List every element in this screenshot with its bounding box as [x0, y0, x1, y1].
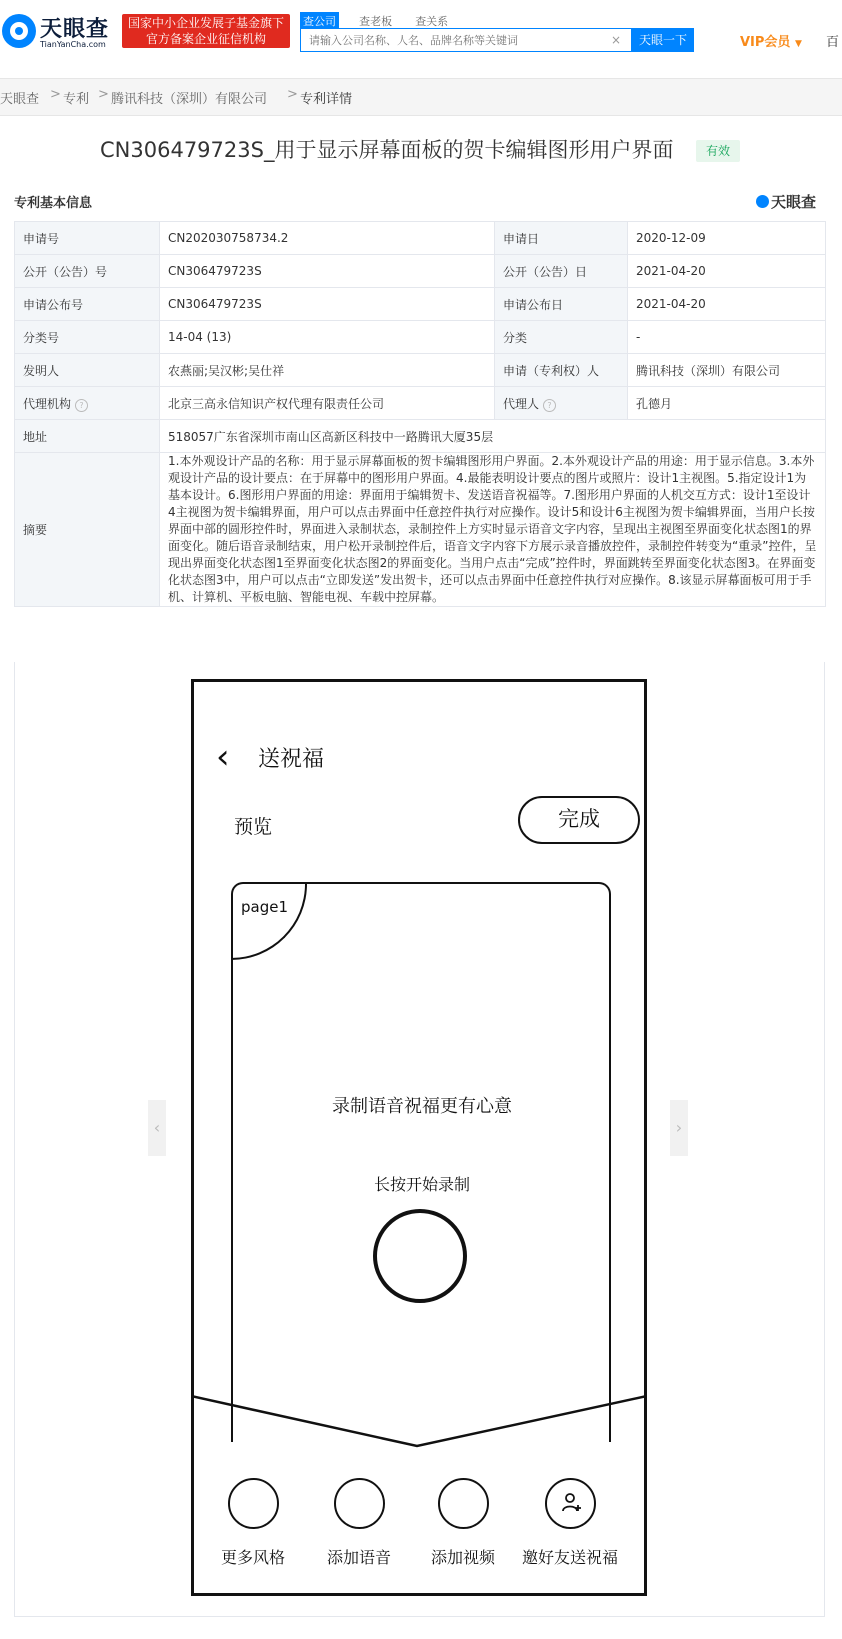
inventors: 农燕丽;吴汉彬;吴仕祥 — [160, 354, 495, 387]
page-title: CN306479723S_用于显示屏幕面板的贺卡编辑图形用户界面 — [100, 138, 674, 162]
tool-label: 更多风格 — [220, 1548, 285, 1567]
top-bar — [0, 0, 842, 80]
page-tag — [231, 882, 307, 960]
breadcrumb — [0, 78, 842, 116]
section-title: 专利基本信息 — [14, 196, 93, 211]
next-image-button[interactable]: › — [670, 1100, 688, 1156]
record-hint: 长按开始录制 — [373, 1175, 470, 1194]
chevron-right-icon: > — [287, 87, 298, 102]
badge-line-2: 官方备案企业征信机构 — [145, 32, 266, 46]
page-tag-label: page1 — [241, 898, 289, 916]
table-label: 分类号 — [15, 321, 160, 354]
agency-link[interactable]: 北京三高永信知识产权代理有限责任公司 — [160, 387, 495, 420]
logo-eye-icon — [756, 195, 769, 208]
tool-label: 添加语音 — [326, 1548, 391, 1567]
tool-circle — [334, 1478, 385, 1529]
table-label: 申请（专利权）人 — [495, 354, 628, 387]
tool-circle — [438, 1478, 489, 1529]
tool-circle — [545, 1478, 596, 1529]
applicant-link[interactable]: 腾讯科技（深圳）有限公司 — [628, 354, 826, 387]
preview-label: 预览 — [234, 816, 273, 838]
table-label: 申请日 — [495, 222, 628, 255]
agent: 孔德月 — [628, 387, 826, 420]
tool-label: 添加视频 — [430, 1548, 495, 1567]
back-arrow-icon: ‹ — [216, 737, 230, 777]
panel-fold-line — [191, 1396, 647, 1446]
site-logo[interactable] — [0, 10, 118, 54]
table-row — [15, 222, 826, 255]
agency-label: 代理机构 — [23, 396, 72, 411]
card-frame — [231, 882, 611, 1442]
breadcrumb-company[interactable]: 腾讯科技（深圳）有限公司 — [111, 92, 268, 107]
announce-date: 2021-04-20 — [628, 288, 826, 321]
table-label: 申请公布号 — [15, 288, 160, 321]
tool-add-voice — [307, 1478, 411, 1568]
class-number: 14-04 (13) — [160, 321, 495, 354]
help-icon[interactable]: ? — [543, 399, 556, 412]
vip-label: VIP会员 — [740, 35, 791, 50]
table-row — [15, 288, 826, 321]
tab-boss[interactable]: 查老板 — [359, 15, 393, 28]
drawing-title: 送祝福 — [258, 747, 325, 772]
breadcrumb-home[interactable]: 天眼查 — [0, 92, 40, 107]
table-row — [15, 321, 826, 354]
table-label: 申请公布日 — [495, 288, 628, 321]
logo-eye-icon — [2, 14, 36, 48]
table-label: 地址 — [15, 420, 160, 453]
class-value: - — [628, 321, 826, 354]
application-date: 2020-12-09 — [628, 222, 826, 255]
publication-date: 2021-04-20 — [628, 255, 826, 288]
status-badge: 有效 — [696, 140, 740, 162]
official-badge — [122, 14, 290, 48]
table-label — [15, 387, 160, 420]
search-tabs — [300, 10, 463, 26]
table-label: 摘要 — [15, 453, 160, 607]
table-label: 申请号 — [15, 222, 160, 255]
record-hint-main: 录制语音祝福更有心意 — [332, 1096, 512, 1117]
table-label: 发明人 — [15, 354, 160, 387]
application-number: CN202030758734.2 — [160, 222, 495, 255]
top-right-menu[interactable]: 百 — [826, 35, 840, 50]
table-row — [15, 354, 826, 387]
patent-info-table — [14, 221, 826, 607]
brand-watermark-text: 天眼查 — [771, 193, 817, 211]
search-button[interactable]: 天眼一下 — [632, 28, 694, 52]
table-label: 分类 — [495, 321, 628, 354]
breadcrumb-patent[interactable]: 专利 — [63, 92, 90, 107]
tool-circle — [228, 1478, 279, 1529]
table-row — [15, 453, 826, 607]
table-label: 公开（公告）号 — [15, 255, 160, 288]
bottom-panel-shape — [191, 1394, 647, 1454]
prev-image-button[interactable]: ‹ — [148, 1100, 166, 1156]
table-label: 公开（公告）日 — [495, 255, 628, 288]
chevron-right-icon: > — [50, 87, 61, 102]
user-plus-icon — [560, 1491, 584, 1515]
patent-drawing — [191, 679, 647, 1596]
tab-company[interactable]: 查公司 — [300, 12, 339, 30]
chevron-right-icon: > — [98, 87, 109, 102]
address: 518057广东省深圳市南山区高新区科技中一路腾讯大厦35层 — [160, 420, 826, 453]
agent-label: 代理人 — [503, 396, 540, 411]
logo-text: 天眼查 — [40, 17, 110, 42]
record-button — [373, 1209, 467, 1303]
abstract-text: 1.本外观设计产品的名称：用于显示屏幕面板的贺卡编辑图形用户界面。2.本外观设计产品的用途：用于显示信息。3.本外观设计产品的设计要点：在于屏幕中的图形用户界面。4.最能表明设计要点的图片或照片：设计1主视图。5.指定设计1为基本设计。6.图形用户界面的用途：界面用于编辑贺卡、发送语音祝福等。7.图形用户界面的人机交互方式：设计1至设计4主视图为贺卡编辑界面，用户可以点击界面中任意控件执行对应操作。设计5和设计6主视图为贺卡编辑界面，当用户长按界面中部的圆形控件时，界面进入录制状态，录制控件上方实时显示语音文字内容，呈现出主视图至界面变化状态图1的界面变化。随后语音录制结束，用户松开录制控件后，语音文字内容下方展示录音播放控件，录制控件转变为“重录”控件，呈现出界面变化状态图1至界面变化状态图2的界面变化。当用户点击“完成”控件时，界面跳转至界面变化状态图3。在界面变化状态图3中，用户可以点击“立即发送”发出贺卡，还可以点击界面中任意控件执行对应操作。8.该显示屏幕面板可用于手机、计算机、平板电脑、智能电视、车载中控屏幕。 — [160, 453, 826, 607]
table-row — [15, 255, 826, 288]
tab-relation[interactable]: 查关系 — [415, 15, 449, 28]
table-row — [15, 420, 826, 453]
tool-label: 邀好友送祝福 — [521, 1548, 618, 1567]
tool-more-styles — [201, 1478, 305, 1568]
search-input[interactable] — [309, 29, 599, 51]
caret-down-icon: ▼ — [794, 39, 802, 49]
tool-add-video — [411, 1478, 515, 1568]
search-box — [300, 28, 632, 52]
help-icon[interactable]: ? — [75, 399, 88, 412]
logo-subtext: TianYanCha.com — [40, 40, 106, 49]
done-button: 完成 — [518, 796, 640, 844]
brand-watermark — [756, 191, 816, 212]
vip-member-link[interactable] — [740, 31, 802, 50]
tool-invite-friend — [518, 1478, 622, 1568]
table-label — [495, 387, 628, 420]
publication-number: CN306479723S — [160, 255, 495, 288]
table-row — [15, 387, 826, 420]
breadcrumb-current: 专利详情 — [300, 92, 353, 107]
badge-line-1: 国家中小企业发展子基金旗下 — [127, 16, 284, 30]
clear-icon[interactable]: × — [611, 33, 622, 47]
announce-number: CN306479723S — [160, 288, 495, 321]
